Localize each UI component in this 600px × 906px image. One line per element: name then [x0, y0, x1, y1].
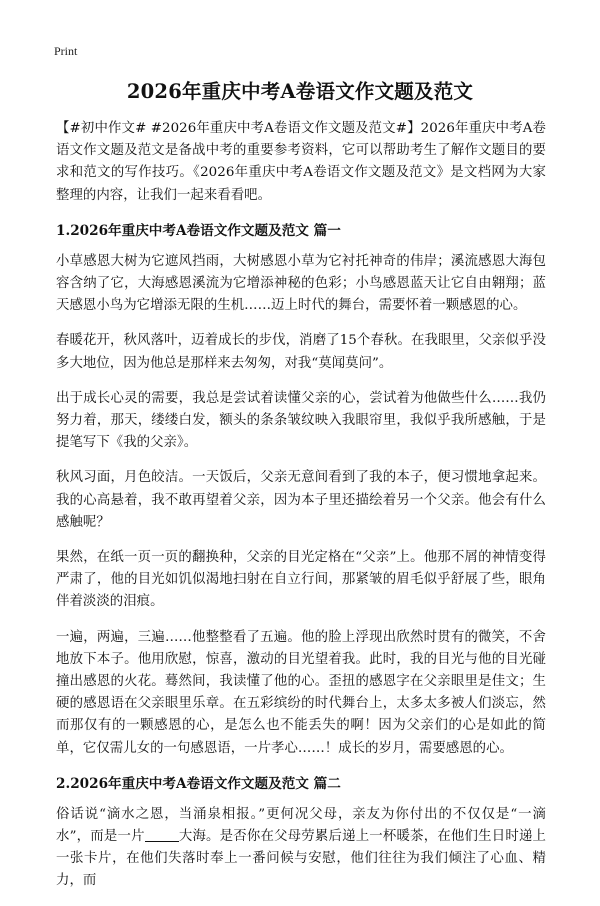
intro-paragraph: 【#初中作文# #2026年重庆中考A卷语文作文题及范文#】2026年重庆中考A卷语文作文题及范文是备战中考的重要参考资料，它可以帮助考生了解作文题目的要求和范文的写作技巧。《2026年重庆中考A卷语文作文题及范文》是文档网为大家整理的内容，让我们一起来看看吧。 — [56, 121, 546, 203]
section-1-paragraph-2: 春暖花开，秋风落叶，迈着成长的步伐，消磨了15个春秋。在我眼里，父亲似乎没多大地位，因为他总是那样来去匆匆，对我“莫闻莫问”。 — [56, 333, 546, 371]
document-title: 2026年重庆中考A卷语文作文题及范文 — [126, 80, 474, 103]
section-2-heading: 2.2026年重庆中考A卷语文作文题及范文 篇二 — [56, 775, 341, 792]
section-1-paragraph-4: 秋风习面，月色皎洁。一天饭后，父亲无意间看到了我的本子，便习惯地拿起来。我的心高悬着，我不敢再望着父亲，因为本子里还描绘着另一个父亲。他会有什么感触呢？ — [56, 470, 546, 530]
print-label: Print — [54, 44, 78, 58]
section-2-paragraph-1 — [56, 804, 546, 893]
section-1-paragraph-5: 果然，在纸一页一页的翻换种，父亲的目光定格在“父亲”上。他那不屑的神情变得严肃了，他的目光如饥似渴地扫射在自立行间，那紧皱的眉毛似乎舒展了些，眼角伴着淡淡的泪痕。 — [56, 550, 546, 610]
section-1-paragraph-1: 小草感恩大树为它遮风挡雨，大树感恩小草为它衬托神奇的伟岸；溪流感恩大海包容含纳了它，大海感恩溪流为它增添神秘的色彩；小鸟感恩蓝天让它自由翱翔；蓝天感恩小鸟为它增添无限的生机……迈上时代的舞台，需要怀着一颗感恩的心。 — [56, 253, 546, 314]
section-1-heading: 1.2026年重庆中考A卷语文作文题及范文 篇一 — [56, 222, 341, 239]
section-1-paragraph-6: 一遍，两遍，三遍……他整整看了五遍。他的脸上浮现出欣然时贯有的微笑，不舍地放下本子。他用欣慰，惊喜，激动的目光望着我。此时，我的目光与他的目光碰撞出感恩的火花。蓦然间，我读懂了他的心。歪扭的感恩字在父亲眼里是佳文；生硬的感恩语在父亲眼里乐章。在五彩缤纷的时代舞台上，太多太多被人们淡忘，然而那仅有的一颗感恩的心，是怎么也不能丢失的啊！因为父亲们的心是如此的简单，它仅需儿女的一句感恩语，一片孝心……！成长的岁月，需要感恩的心。 — [56, 629, 546, 756]
fill-in-blank — [145, 827, 179, 842]
section-2-text-part-2: 大海。是否你在父母劳累后递上一杯暖茶，在他们生日时递上一张卡片，在他们失落时奉上一番问候与安慰，他们往往为我们倾注了心血、精力，而 — [56, 829, 546, 889]
document-body — [56, 118, 546, 906]
section-1-paragraph-3: 出于成长心灵的需要，我总是尝试着读懂父亲的心，尝试着为他做些什么……我仍努力着，那天，缕缕白发，额头的条条皱纹映入我眼帘里，我似乎我所感触，于是提笔写下《我的父亲》。 — [56, 390, 546, 451]
section-2-text-part-1: 俗话说“滴水之恩，当涌泉相报。”更何况父母，亲友为你付出的不仅仅是“一滴水”，而是一片 — [56, 806, 546, 845]
